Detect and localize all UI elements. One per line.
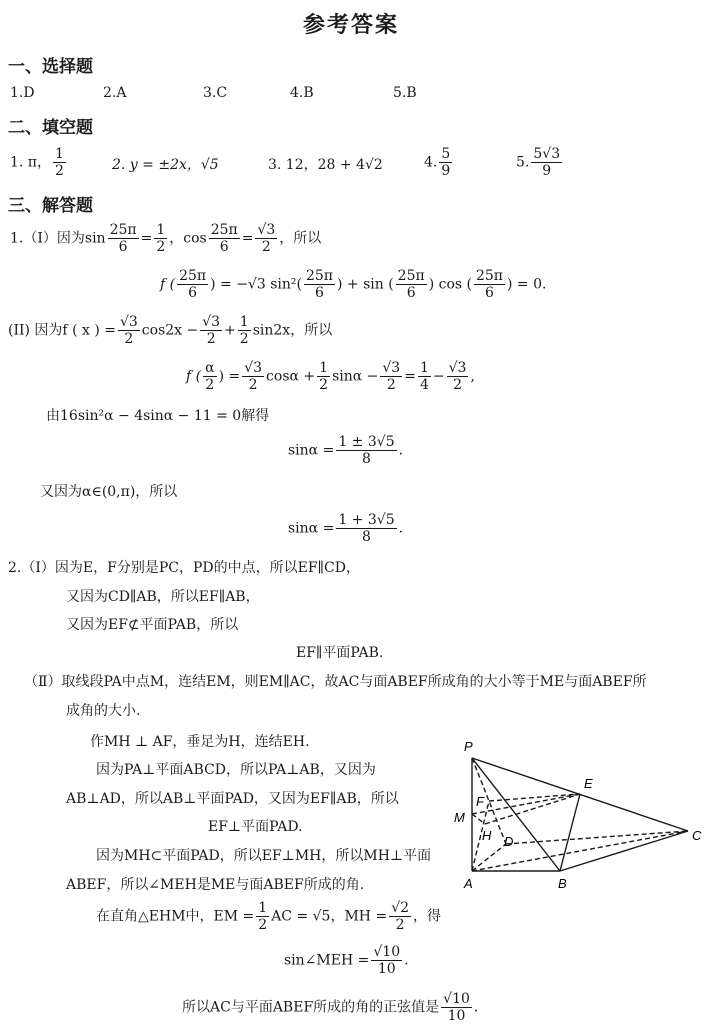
- p1-line-5: 由16sin²α − 4sinα − 11 = 0解得: [46, 408, 270, 424]
- p2-line-6: 成角的大小.: [66, 703, 141, 719]
- section-heading-choice: 一、选择题: [8, 57, 93, 77]
- fill-answer-4: 4. $\frac{5}{9}$: [424, 146, 451, 180]
- label-C: C: [692, 828, 702, 843]
- fill-answer-5: 5. $\frac{5√3}{9}$: [516, 146, 561, 180]
- label-H: H: [482, 828, 492, 843]
- p2-line-3: 又因为EF⊄平面PAB，所以: [66, 617, 239, 633]
- p2-line-5: （Ⅱ）取线段PA中点M，连结EM，则EM∥AC，故AC与面ABEF所成角的大小等于ME与面ABEF所: [24, 674, 647, 690]
- choice-answer-4: 4.B: [290, 85, 314, 101]
- edge-MH: [472, 814, 485, 824]
- label-B: B: [558, 876, 567, 891]
- p1-line-2: f ( $\frac{25\pi}{6}$ ) = −√3 sin²( $\frac{25\pi}{6}$ ) + sin ( $\frac{25\pi}{6}$ ) cos ( $\frac{25\pi}{6}$ ) = 0.: [160, 268, 547, 302]
- p2-line-8: 因为PA⊥平面ABCD，所以PA⊥AB，又因为: [96, 762, 376, 778]
- p1-line-7: 又因为α∈(0,π)，所以: [40, 484, 178, 500]
- p2-line-9: AB⊥AD，所以AB⊥平面PAD，又因为EF∥AB，所以: [66, 791, 399, 807]
- p2-line-2: 又因为CD∥AB，所以EF∥AB，: [66, 589, 260, 605]
- choice-answer-5: 5.B: [393, 85, 417, 101]
- p2-line-10: EF⊥平面PAD.: [208, 819, 303, 835]
- label-E: E: [584, 776, 593, 791]
- p1-line-3: (II) 因为f ( x ) = $\frac{√3}{2}$ cos2x − $\frac{√3}{2}$ + $\frac{1}{2}$ sin2x，所以: [8, 314, 333, 348]
- label-D: D: [504, 834, 514, 849]
- label-A: A: [464, 876, 473, 891]
- label-F: F: [476, 794, 484, 809]
- p2-line-7: 作MH ⊥ AF，垂足为H，连结EH.: [90, 734, 310, 750]
- choice-answer-3: 3.C: [203, 85, 228, 101]
- p2-line-12: ABEF，所以∠MEH是ME与面ABEF所成的角.: [66, 877, 365, 893]
- p2-line-1: 2.（Ⅰ）因为E，F分别是PC，PD的中点，所以EF∥CD，: [8, 560, 360, 576]
- pyramid-figure: [450, 736, 710, 896]
- p2-line-4: EF∥平面PAB.: [296, 645, 384, 661]
- p1-line-1: 1.（I）因为sin $\frac{25\pi}{6}$ = $\frac{1}{2}$ ，cos $\frac{25\pi}{6}$ = $\frac{√3}{2}$ ，所以: [10, 222, 322, 256]
- edge-BE: [560, 794, 580, 871]
- fill-answer-3: 3. 12，28 + 4√2: [268, 157, 383, 173]
- choice-answer-1: 1.D: [10, 85, 35, 101]
- section-heading-solve: 三、解答题: [8, 196, 93, 216]
- p2-line-14: sin∠MEH = $\frac{√10}{10}$ .: [284, 944, 409, 978]
- fill-answer-1: 1. π， $\frac{1}{2}$: [10, 146, 64, 180]
- p1-line-8: sinα = $\frac{1 + 3√5}{8}$ .: [288, 512, 404, 546]
- p2-line-11: 因为MH⊂平面PAD，所以EF⊥MH，所以MH⊥平面: [96, 848, 432, 864]
- p1-line-6: sinα = $\frac{1 \pm 3√5}{8}$ .: [288, 434, 404, 468]
- fill-answer-2: 2. y = ±2x，√5: [112, 157, 219, 173]
- edge-AD: [472, 844, 506, 871]
- p1-line-4: f ( $\frac{\alpha}{2}$ ) = $\frac{√3}{2}$ cosα + $\frac{1}{2}$ sinα − $\frac{√3}{2}$ = $\frac{1}{4}$ − $\frac{√3}{2}$ ,: [186, 360, 475, 394]
- p2-line-13: 在直角△EHM中，EM = $\frac{1}{2}$ AC = √5，MH = $\frac{√2}{2}$ ，得: [96, 900, 442, 934]
- label-P: P: [464, 739, 473, 754]
- page-title: 参考答案: [303, 12, 400, 38]
- choice-answer-2: 2.A: [103, 85, 127, 101]
- edge-BC: [560, 831, 688, 871]
- p2-line-15: 所以AC与平面ABEF所成的角的正弦值是 $\frac{√10}{10}$ .: [182, 991, 479, 1025]
- section-heading-fill: 二、填空题: [8, 118, 93, 138]
- label-M: M: [454, 810, 465, 825]
